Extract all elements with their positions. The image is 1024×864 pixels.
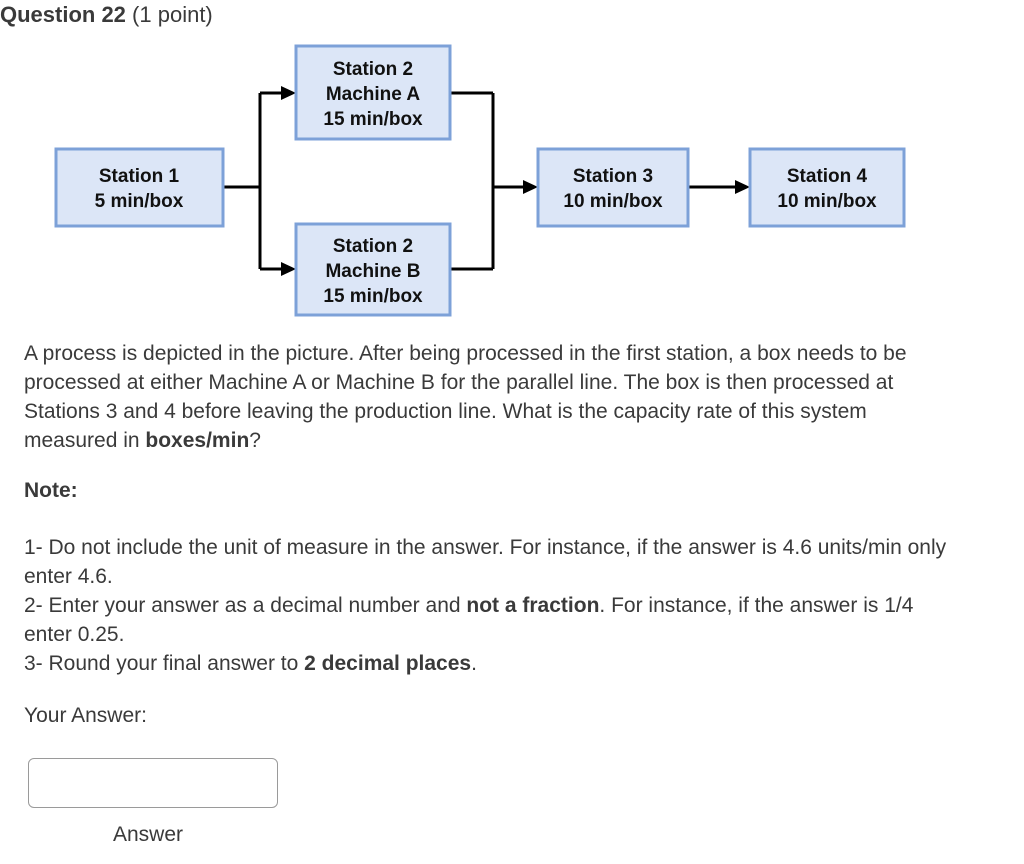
station3-box	[538, 149, 688, 226]
note-title: Note:	[24, 479, 78, 502]
station1-box	[56, 149, 223, 226]
station1-time: 5 min/box	[94, 191, 184, 212]
station4-time: 10 min/box	[777, 191, 877, 212]
question-paragraph: A process is depicted in the picture. After being processed in the first station, a box needs to be processed at either Machine A or Machine B for the parallel line. The box is then processed at Stations 3 and 4 before leaving the production line. What is the capacity rate of this system measured in	[24, 342, 907, 452]
station2a-name: Station 2	[332, 59, 414, 80]
note-item-3-end: .	[471, 652, 477, 675]
station3-name: Station 3	[572, 166, 654, 187]
note-item-2-bold: not a fraction	[466, 594, 600, 617]
arrow-to-station4	[735, 180, 750, 194]
station2a-time: 15 min/box	[323, 109, 423, 130]
station2-machine-a-box	[296, 46, 450, 139]
note-list	[24, 533, 954, 678]
station2b-machine: Machine B	[325, 261, 421, 282]
note-item-3-bold: 2 decimal places	[304, 652, 472, 675]
note-item-3-text: 3- Round your final answer to	[24, 652, 305, 675]
question-end: ?	[249, 429, 261, 452]
station2a-machine: Machine A	[325, 84, 421, 105]
note-item-2	[24, 591, 954, 649]
note-item-2-end: . For instance, if the answer is 1/4 enter 0.25.	[24, 594, 914, 646]
your-answer-label: Your Answer:	[24, 704, 147, 727]
question-points: (1 point)	[132, 2, 213, 27]
question-text	[24, 339, 954, 455]
station2b-name: Station 2	[332, 236, 414, 257]
process-flow-diagram	[0, 0, 1024, 330]
station1-name: Station 1	[98, 166, 180, 187]
station3-time: 10 min/box	[563, 191, 663, 212]
answer-input[interactable]	[28, 758, 278, 808]
answer-field-label: Answer	[113, 823, 184, 846]
arrow-to-machine-a	[281, 86, 296, 100]
note-item-3	[24, 649, 954, 678]
note-item-2-text: 2- Enter your answer as a decimal number and	[24, 594, 467, 617]
station4-name: Station 4	[786, 166, 868, 187]
station2-machine-b-box	[296, 224, 450, 315]
question-unit: boxes/min	[145, 429, 250, 452]
station4-box	[750, 149, 904, 226]
arrow-to-machine-b	[281, 262, 296, 276]
station2b-time: 15 min/box	[323, 286, 423, 307]
question-title: Question 22	[0, 2, 126, 27]
arrow-to-station3	[523, 180, 538, 194]
note-item-1: 1- Do not include the unit of measure in the answer. For instance, if the answer is 4.6 units/min only enter 4.6.	[24, 536, 947, 588]
